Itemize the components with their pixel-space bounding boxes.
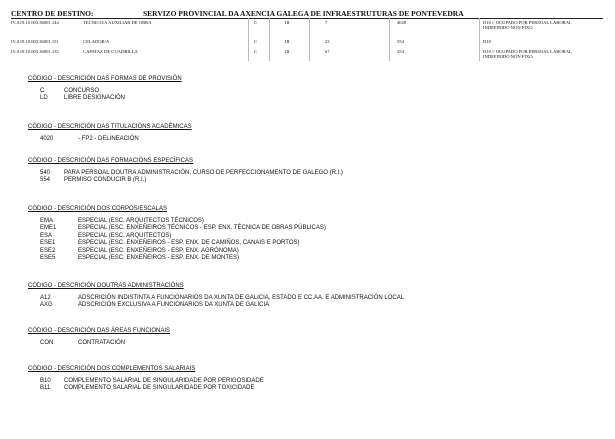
section-title: CÓDIGO - DESCRICIÓN DAS ÁREAS FUNCIONAIS	[28, 328, 171, 334]
header-rule	[11, 18, 603, 19]
item-code: EMA	[40, 218, 54, 224]
item-description: LIBRE DESIGNACIÓN	[64, 95, 126, 102]
section-title: CÓDIGO - DESCRICIÓN DAS FORMAS DE PROVISIÓN	[28, 76, 182, 82]
item-description: ESPECIAL (ESC. ENXEÑEIROS TÉCNICOS - ESP. ENX. TÉCNICA DE OBRAS PÚBLICAS)	[78, 225, 326, 232]
item-description: ADSCRICIÓN EXCLUSIVA A FUNCIONARIOS DA XUNTA DE GALICIA	[78, 302, 270, 309]
post-code: IV.A19.10.003.36001.135	[11, 49, 59, 54]
qualification-code: 554	[397, 39, 404, 44]
level: 7	[325, 20, 328, 25]
status-text: D10 // OCUPADO POR PERSOAL LABORAL	[483, 49, 572, 54]
status-text: INDEFINIDO NON FIXO.	[483, 54, 534, 60]
item-description: CONTRATACIÓN	[78, 340, 126, 346]
provision-code: C	[254, 39, 258, 44]
group-code: III	[285, 49, 290, 54]
group-code: III	[285, 20, 290, 25]
level: 67	[325, 49, 330, 54]
legend-section	[28, 328, 171, 346]
item-description: COMPLEMENTO SALARIAL DE SINGULARIDADE POR PERIGOSIDADE	[64, 378, 264, 384]
item-code: 554	[40, 177, 51, 184]
item-description: ADSCRICIÓN INDISTINTA A FUNCIONARIOS DA XUNTA DE GALICIA, ESTADO E CC.AA. E ADMINISTRACIÓN LOCAL	[78, 295, 405, 301]
item-description: COMPLEMENTO SALARIAL DE SINGULARIDADE POR TOXICIDADE	[64, 385, 255, 392]
destination-title: SERVIZO PROVINCIAL DA AXENCIA GALEGA DE INFRAESTRUTURAS DE PONTEVEDRA	[143, 9, 464, 18]
destination-label: CENTRO DE DESTINO:	[11, 9, 94, 18]
table-column-divider	[248, 18, 249, 61]
item-description: ESPECIAL (ESC. ARQUITECTOS)	[78, 232, 172, 239]
legend-section	[28, 206, 326, 261]
item-description: ESPECIAL (ESC. ENXEÑEIROS - ESP. ENX. AGRÓNOMA)	[78, 247, 239, 254]
legend-section	[28, 158, 343, 184]
item-code: ESA	[40, 232, 53, 239]
item-code: CON	[40, 340, 54, 346]
item-code: LD	[40, 95, 48, 102]
item-description: PERMISO CONDUCIR B (R.I.)	[64, 177, 147, 184]
item-code: EME1	[40, 225, 57, 232]
table-column-divider	[269, 18, 270, 61]
qualification-code: 4020	[397, 20, 407, 25]
item-description: ESPECIAL (ESC. ENXEÑEIROS - ESP. ENX. DE MONTES)	[78, 254, 240, 261]
legend-section	[28, 283, 405, 309]
status-text: INDEFINIDO NON FIXO.	[483, 25, 534, 31]
item-code: 4020	[40, 136, 54, 142]
post-code: IV.A19.10.003.36001.144	[11, 20, 59, 25]
item-description: ESPECIAL (ESC. ENXEÑEIROS - ESP. ENX. DE CAMIÑOS, CANAIS E PORTOS)	[78, 240, 300, 247]
group-code: III	[285, 39, 290, 44]
legend-section	[28, 366, 264, 392]
post-name: CELADOR/A	[83, 39, 110, 44]
post-name: TECNICO/A AUXILIAR DE OBRA	[83, 20, 152, 25]
post-name: CAPATAZ DE CUADRILLA	[83, 49, 138, 54]
legend-section	[28, 76, 182, 102]
item-code: A12	[40, 295, 51, 301]
item-description: ESPECIAL (ESC. ARQUITECTOS TÉCNICOS)	[78, 218, 204, 224]
level: 23	[325, 39, 330, 44]
item-description: PARA PERSOAL DOUTRA ADMINISTRACIÓN, CURSO DE PERFECCIONAMENTO DE GALEGO (R.I.)	[64, 170, 343, 176]
section-title: CÓDIGO - DESCRICIÓN DOS CORPOS/ESCALAS	[28, 206, 168, 212]
provision-code: C	[254, 49, 258, 54]
status-text: D10 // OCUPADO POR PERSOAL LABORAL	[483, 20, 572, 25]
table-column-divider	[479, 18, 480, 61]
item-code: B11	[40, 385, 51, 392]
item-code: ESE1	[40, 240, 56, 247]
item-code: ESE5	[40, 254, 56, 261]
item-description: - FP2 - DELINEACIÓN	[78, 136, 139, 142]
provision-code: C	[254, 20, 258, 25]
section-title: CÓDIGO - DESCRICIÓN DAS FORMACIÓNS ESPECÍFICAS	[28, 158, 194, 164]
legend-section	[28, 124, 192, 142]
table-column-divider	[389, 18, 390, 61]
post-code: IV.A19.10.003.36001.151	[11, 39, 59, 44]
table-column-divider	[309, 18, 310, 61]
qualification-code: 554	[397, 49, 404, 54]
item-code: 540	[40, 170, 51, 176]
item-description: CONCURSO	[64, 88, 100, 94]
section-title: CÓDIGO - DESCRICIÓN DOUTRAS ADMINISTRACIÓNS	[28, 283, 184, 289]
item-code: C	[40, 88, 45, 94]
status-text: D10	[483, 39, 491, 44]
item-code: ESE2	[40, 247, 56, 254]
item-code: AXG	[40, 302, 53, 309]
item-code: B10	[40, 378, 51, 384]
section-title: CÓDIGO - DESCRICIÓN DOS COMPLEMENTOS SALARIAIS	[28, 366, 196, 372]
section-title: CÓDIGO - DESCRICIÓN DAS TITULACIÓNS ACADÉMICAS	[28, 124, 192, 130]
